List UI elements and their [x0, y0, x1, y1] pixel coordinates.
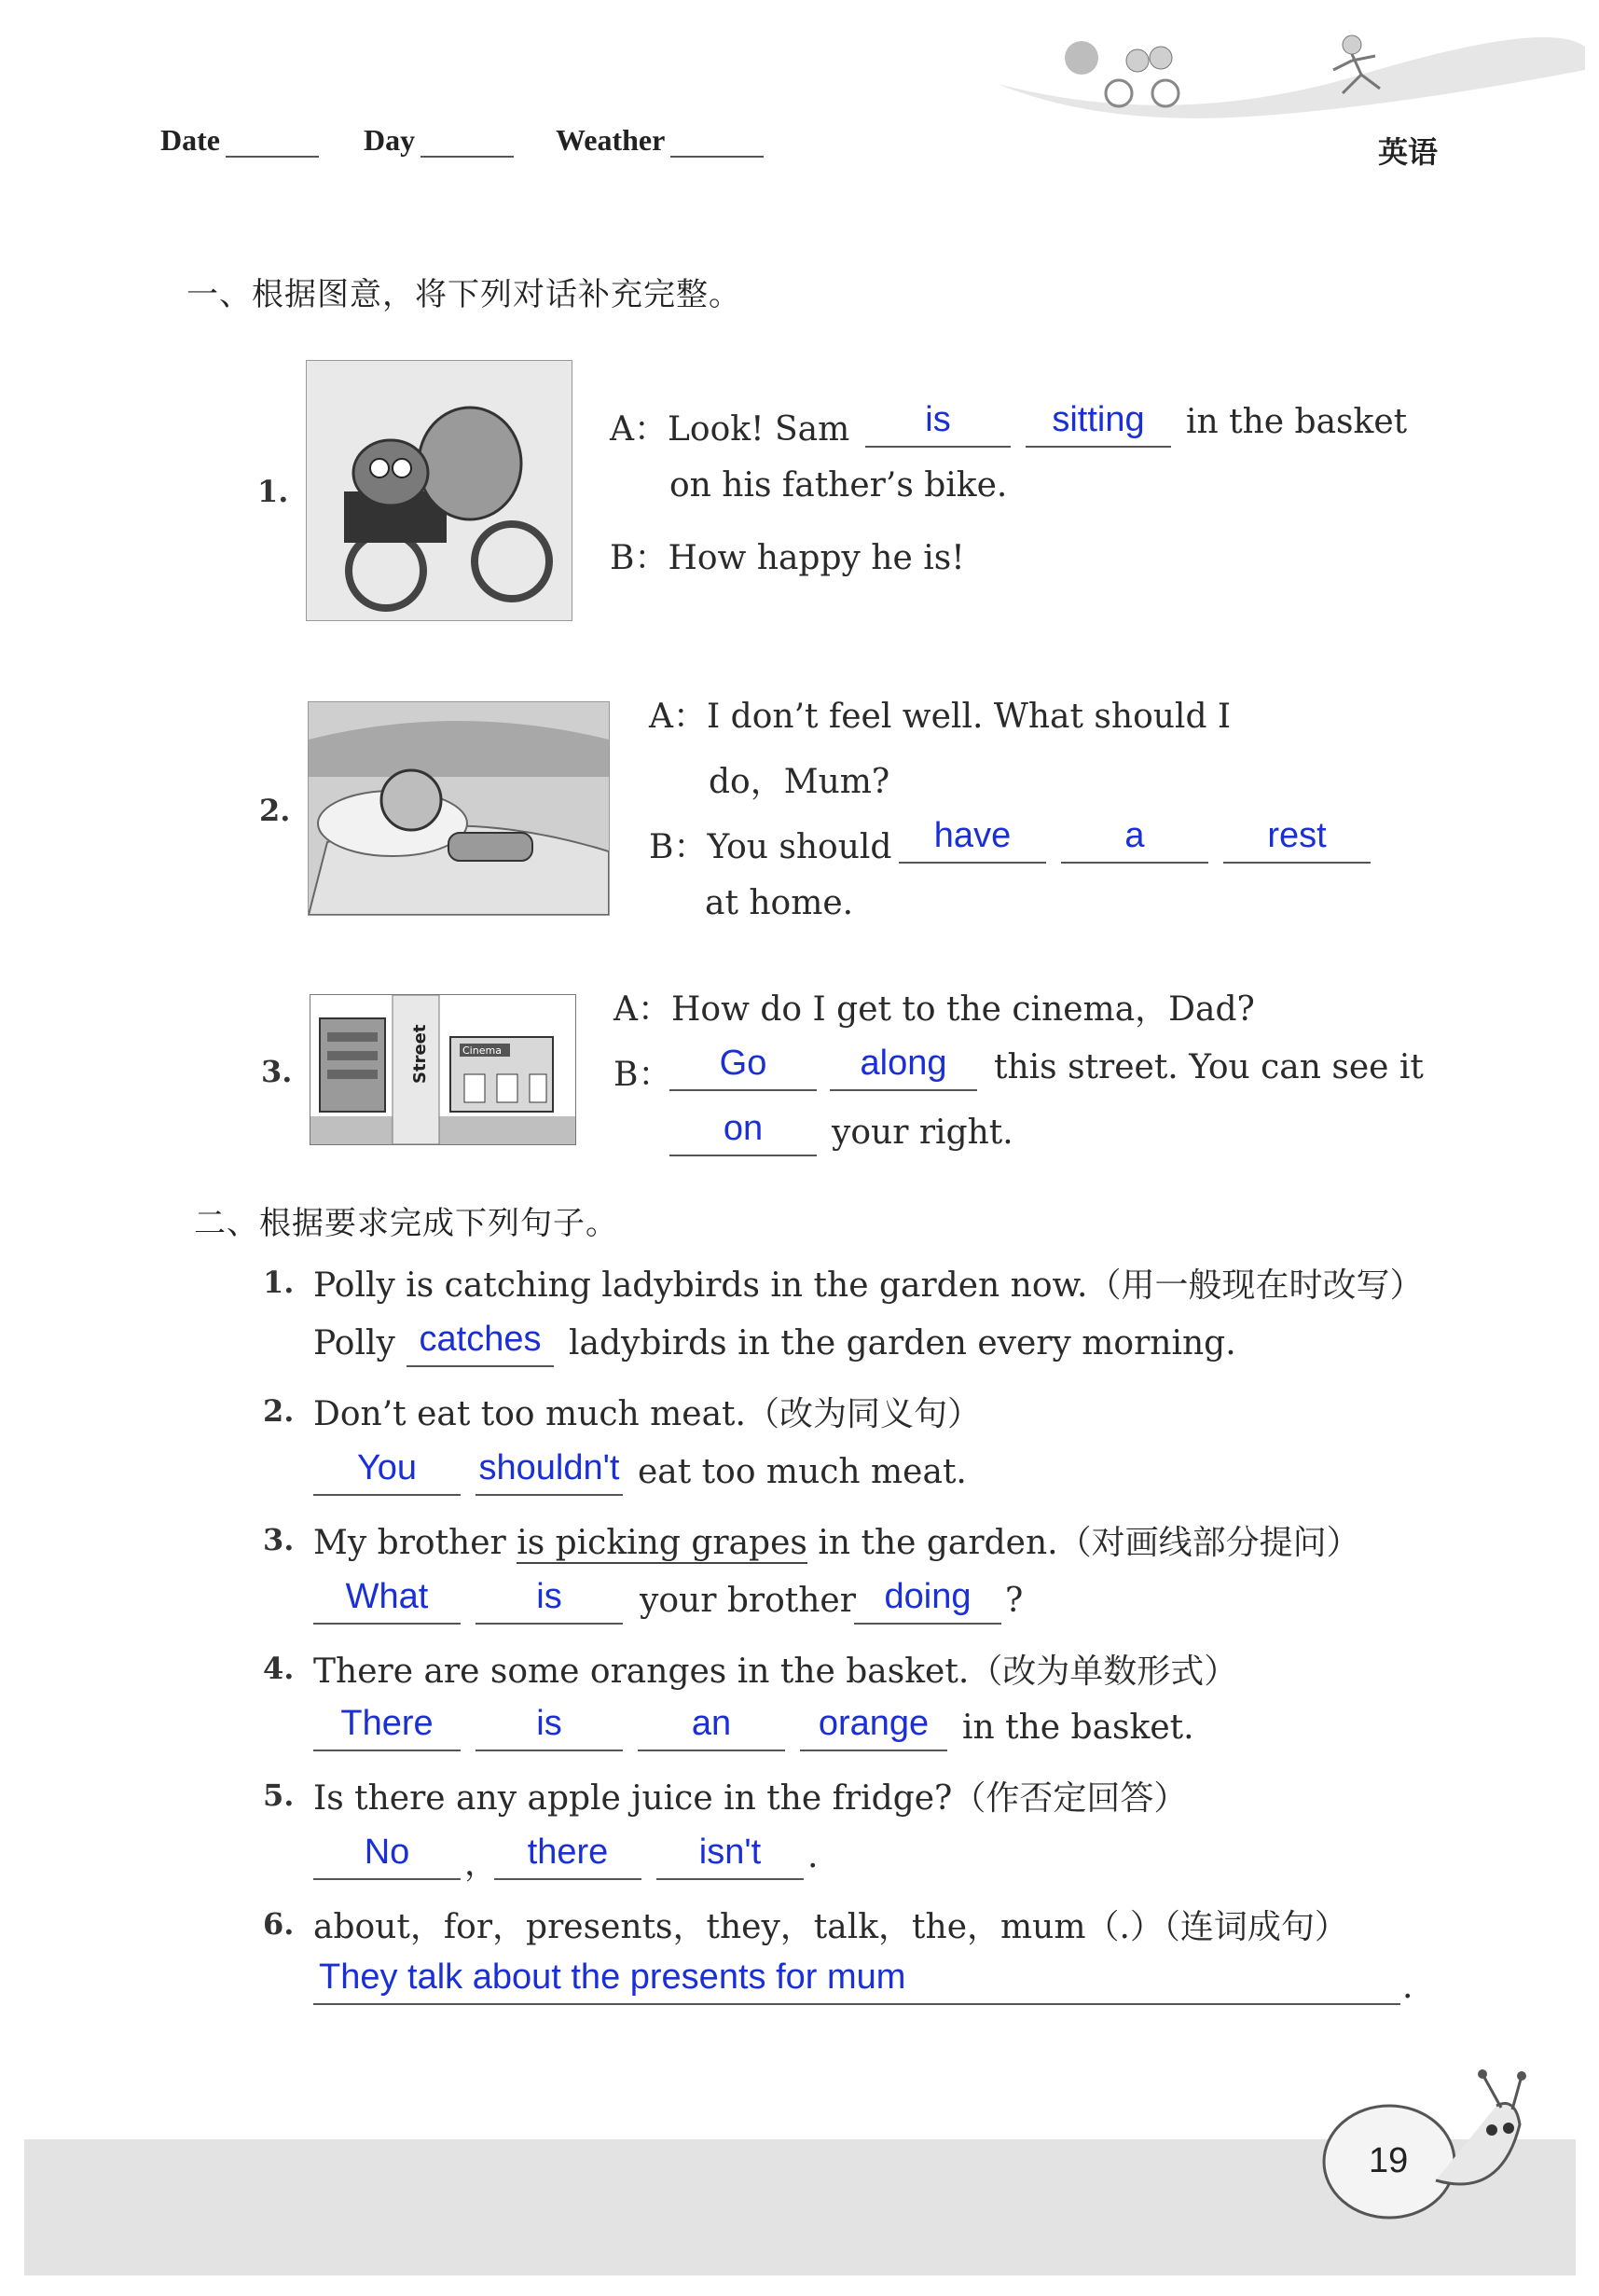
s2-q3-line-end: ? [1005, 1582, 1024, 1620]
q3-picture [310, 994, 576, 1145]
weather-field [556, 123, 764, 158]
s2-q5-answer-2: there [527, 1833, 609, 1872]
boy-head-icon [381, 770, 441, 830]
s2-q6-answer-1: They talk about the presents for mum [319, 1957, 906, 1997]
section2-title: 二、根据要求完成下列句子。 [194, 1205, 618, 1242]
day-field [364, 123, 514, 158]
q1-answer-2: sitting [1052, 400, 1145, 439]
q2-answer-1: have [933, 816, 1012, 855]
q2-line3-start: B：You should [649, 828, 892, 866]
s2-q5-answer-3: isn't [698, 1833, 762, 1872]
s2-q3-blank-1[interactable] [313, 1569, 461, 1625]
q3-line3-end: your right. [832, 1113, 1013, 1152]
q1-line2: on his father’s bike. [669, 466, 1008, 505]
cinema-sign: Cinema [462, 1044, 502, 1057]
q2-line4: at home. [705, 884, 854, 922]
q3-blank-1[interactable] [669, 1035, 817, 1091]
s2-q3-answer-2: is [536, 1577, 562, 1616]
sam-cat-icon [353, 440, 428, 505]
weather-label: Weather [556, 123, 666, 157]
s2-q3-blank-3[interactable] [854, 1569, 1001, 1625]
s2-q2-number: 2. [263, 1393, 295, 1429]
q1-line3: B：How happy he is! [610, 539, 965, 577]
s2-q1-prompt: Polly is catching ladybirds in the garden now.（用一般现在时改写） [313, 1266, 1424, 1305]
s2-q4-answer-3: an [691, 1704, 732, 1743]
q3-line1: A：How do I get to the cinema，Dad? [613, 990, 1255, 1029]
q2-blank-1[interactable] [899, 808, 1046, 864]
s2-q2-line-end: eat too much meat. [638, 1453, 967, 1491]
bicycle-wheel-icon [1152, 80, 1179, 106]
child-head-icon [1150, 47, 1172, 69]
q3-answer-1: Go [719, 1044, 767, 1083]
page-number: 19 [1369, 2141, 1409, 2180]
s2-q2-answer-2: shouldn't [478, 1448, 620, 1487]
q1-blank-1[interactable] [865, 392, 1011, 448]
s2-q6-line-end: . [1402, 1968, 1413, 2006]
day-blank[interactable] [420, 130, 514, 158]
q2-number: 2. [259, 793, 291, 828]
q1-picture [306, 360, 572, 621]
q2-line1: A：I don’t feel well. What should I [649, 698, 1232, 736]
boy-arm-icon [448, 833, 532, 861]
s2-q4-answer-4: orange [818, 1704, 930, 1743]
father-cat-icon [419, 408, 521, 519]
s2-q4-number: 4. [263, 1651, 295, 1686]
q1-blank-2[interactable] [1026, 392, 1171, 448]
date-field [160, 123, 319, 158]
q3-line2-start: B： [613, 1056, 672, 1094]
s2-q3-line-mid: your brother [640, 1582, 856, 1620]
q1-line1-start: A：Look! Sam [610, 410, 850, 449]
s2-q3-prompt-end: in the garden.（对画线部分提问） [806, 1524, 1360, 1562]
q1-answer-1: is [925, 400, 951, 439]
s2-q4-answer-2: is [536, 1704, 562, 1743]
q3-answer-3: on [723, 1109, 764, 1148]
s2-q5-blank-2[interactable] [494, 1824, 641, 1880]
s2-q4-answer-1: There [340, 1704, 434, 1743]
s2-q2-answer-1: You [356, 1448, 418, 1487]
s2-q3-answer-3: doing [884, 1577, 972, 1616]
s2-q2-blank-1[interactable] [313, 1440, 461, 1496]
q1-number: 1. [257, 474, 289, 509]
s2-q4-blank-2[interactable] [476, 1695, 623, 1751]
q3-number: 3. [261, 1054, 293, 1089]
q3-blank-3[interactable] [669, 1100, 817, 1156]
s2-q1-line-start: Polly [313, 1324, 395, 1362]
s2-q5-number: 5. [263, 1777, 295, 1813]
subject-label: 英语 [1378, 134, 1439, 170]
s2-q3-prompt-underlined: is picking grapes [517, 1524, 807, 1562]
tree-icon [1065, 41, 1098, 75]
s2-q3-prompt-start: My brother [313, 1524, 517, 1562]
weather-blank[interactable] [670, 130, 764, 158]
s2-q5-blank-3[interactable] [656, 1824, 804, 1880]
q1-line1-end: in the basket [1186, 403, 1408, 441]
snail-icon [1315, 2068, 1538, 2236]
s2-q5-blank-1[interactable] [313, 1824, 461, 1880]
street-sign: Street [410, 1024, 430, 1084]
q3-answer-2: along [860, 1044, 947, 1083]
s2-q5-prompt: Is there any apple juice in the fridge?（作否定回答） [313, 1779, 1188, 1818]
s2-q3-number: 3. [263, 1522, 295, 1557]
s2-q2-blank-2[interactable] [476, 1440, 623, 1496]
s2-q1-answer-1: catches [419, 1320, 542, 1359]
s2-q6-prompt: about，for，presents，they，talk，the，mum（.）（连词成句） [313, 1908, 1348, 1946]
s2-q4-blank-3[interactable] [638, 1695, 785, 1751]
s2-q1-line-end: ladybirds in the garden every morning. [569, 1324, 1236, 1362]
q3-line2-end: this street. You can see it [994, 1048, 1424, 1086]
s2-q6-blank-1[interactable] [313, 1949, 1400, 2005]
section1-title: 一、根据图意，将下列对话补充完整。 [186, 276, 741, 313]
s2-q4-blank-1[interactable] [313, 1695, 461, 1751]
s2-q4-prompt: There are some oranges in the basket.（改为单数形式） [313, 1653, 1238, 1691]
q2-blank-3[interactable] [1223, 808, 1371, 864]
s2-q5-comma: ， [464, 1845, 499, 1883]
s2-q6-number: 6. [263, 1906, 295, 1942]
q2-line2: do，Mum? [709, 763, 890, 801]
q2-answer-3: rest [1267, 816, 1327, 855]
s2-q4-line-end: in the basket. [962, 1708, 1194, 1747]
day-label: Day [364, 123, 416, 157]
s2-q3-prompt [313, 1516, 1360, 1564]
s2-q5-answer-1: No [364, 1833, 410, 1872]
s2-q2-prompt: Don’t eat too much meat.（改为同义句） [313, 1395, 981, 1433]
header-decoration [988, 19, 1585, 131]
s2-q3-answer-1: What [345, 1577, 429, 1616]
q3-blank-2[interactable] [830, 1035, 977, 1091]
q2-answer-2: a [1124, 816, 1145, 855]
s2-q3-blank-2[interactable] [476, 1569, 623, 1625]
date-label: Date [160, 123, 220, 157]
q2-blank-2[interactable] [1061, 808, 1208, 864]
q2-picture [308, 701, 610, 916]
s2-q1-blank-1[interactable] [407, 1311, 554, 1367]
s2-q4-blank-4[interactable] [800, 1695, 947, 1751]
runner-head-icon [1343, 35, 1361, 54]
bicycle-wheel-icon [1106, 80, 1132, 106]
s2-q1-number: 1. [263, 1265, 295, 1300]
s2-q5-line-end: . [807, 1837, 819, 1875]
date-blank[interactable] [226, 130, 319, 158]
child-head-icon [1126, 49, 1149, 72]
